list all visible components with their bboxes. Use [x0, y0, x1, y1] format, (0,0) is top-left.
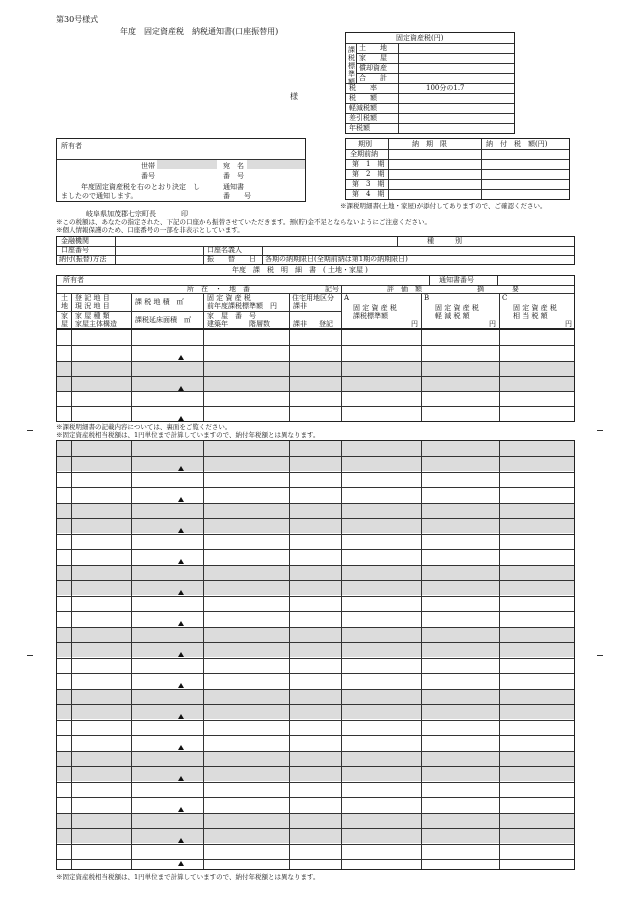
colB-letter: B: [424, 294, 430, 302]
sama-label: 様: [290, 92, 298, 101]
bank-method-label: 納付(振替)方法: [59, 255, 107, 263]
schedule-header: 納 期 限: [412, 140, 447, 148]
col1b-label: 家 屋 種 類: [75, 312, 110, 320]
bank-account-label: 口座番号: [61, 246, 89, 254]
hyoka-label: 評 価 額: [387, 285, 422, 293]
mid-note: ※固定資産税相当税額は、1円単位まで計算していますので、納付年税額とは異なります。: [56, 431, 320, 439]
issuer-seal: 印: [181, 210, 188, 218]
col3b-label: 家 屋 番 号: [207, 312, 256, 320]
colB-unit: 円: [489, 320, 496, 328]
tax-rate-value: 100分の1.7: [426, 84, 465, 92]
col3a-label: 固 定 資 産 税: [207, 294, 251, 302]
bank-meigi-label: 口座名義人: [207, 246, 242, 254]
payment-schedule: [345, 138, 570, 200]
mid-note: ※課税明細書の記載内容については、裏面をご覧ください。: [56, 423, 232, 431]
tax-row-label: 土 地: [359, 44, 387, 52]
tax-summary-box: [345, 32, 515, 134]
schedule-row: 第 2 期: [352, 170, 385, 178]
schedule-row: 第 4 期: [352, 190, 385, 198]
tax-box-side-label: 課税標準額: [348, 46, 355, 87]
col4b-label: 登記: [319, 320, 333, 328]
furikae-note: 各期の納期限日(全期前納は第1期の納期限日): [265, 255, 408, 263]
kigo-label: 記号: [325, 285, 339, 293]
footer-note: ※固定資産税相当税額は、1円単位まで計算していますので、納付年税額とは異なります。: [56, 873, 320, 881]
col4a-label: 課非: [293, 302, 307, 310]
bank-shubetsu-label: 種 別: [427, 237, 462, 245]
atena-label: 宛 名: [223, 162, 244, 170]
colB-l1: 固 定 資 産 税: [435, 304, 479, 312]
notice-text-2: ましたので通知します。: [61, 192, 138, 200]
bango-label: 番号: [141, 172, 155, 180]
meisai-upper-rows: [56, 329, 575, 422]
schedule-row: 第 3 期: [352, 180, 385, 188]
col1b-label: 家屋主体構造: [75, 320, 117, 328]
bank-section: [56, 236, 575, 265]
tsuchisho-bango-label: 番 号: [223, 192, 251, 200]
schedule-note: ※課税明細書(土地・家屋)が添付してありますので、ご確認ください。: [340, 202, 547, 210]
tax-row-label: 家 屋: [359, 54, 387, 62]
col1-char: 地: [61, 302, 68, 310]
tax-row-label: 軽減税額: [349, 104, 377, 112]
tax-row-label: 差引税額: [349, 114, 377, 122]
issuer-name: 岐阜県加茂郡七宗町長: [86, 210, 156, 218]
shozai-label: 所 在 ・ 地 番: [187, 285, 250, 293]
meisai-lower-rows: [56, 440, 575, 870]
furikae-date-label: 振 替 日: [207, 255, 256, 263]
meisai-owner-label: 所有者: [63, 276, 84, 284]
note-line: ※この税額は、あなたの指定された、下記の口座から振替させていただきます。預(貯)金不足とならないようにご注意ください。: [56, 218, 432, 226]
colC-unit: 円: [565, 320, 572, 328]
tsuchisho-label: 通知書: [223, 183, 244, 191]
meisai-header: [56, 275, 575, 329]
col1b-label: 現 況 地 目: [75, 302, 110, 310]
owner-label: 所有者: [61, 142, 82, 150]
col2b-label: 課税延床面積 ㎡: [135, 316, 191, 324]
col1-char: 家: [61, 312, 68, 320]
bank-kikan-label: 金融機関: [61, 237, 89, 245]
col2a-label: 課 税 地 積 ㎡: [135, 298, 184, 306]
tax-row-label: 税 率: [349, 84, 377, 92]
note-line: ※個人情報保護のため、口座番号の一部を非表示としています。: [56, 226, 244, 234]
col4b-label: 課非: [293, 320, 307, 328]
col3b-label: 建築年 階層数: [207, 320, 270, 328]
colA-unit: 円: [411, 320, 418, 328]
col1b-label: 登 記 地 目: [75, 294, 110, 302]
tekiyo-label: 摘 要: [477, 285, 519, 293]
schedule-header: 納 付 税 額(円): [486, 140, 548, 148]
schedule-row: 全期前納: [350, 150, 378, 158]
atena-bango-label: 番 号: [223, 172, 244, 180]
meisai-tsuchi-no: 通知書番号: [439, 276, 474, 284]
colA-letter: A: [344, 294, 350, 302]
col1-char: 屋: [61, 320, 68, 328]
schedule-row: 第 1 期: [352, 160, 385, 168]
colC-letter: C: [502, 294, 508, 302]
tax-row-label: 償却資産: [359, 64, 387, 72]
tax-row-label: 合 計: [359, 74, 387, 82]
document-title: 年度 固定資産税 納税通知書(口座振替用): [120, 27, 279, 36]
colB-l2: 軽 減 税 額: [435, 312, 470, 320]
form-number: 第30号様式: [56, 15, 99, 24]
schedule-header: 期別: [358, 140, 372, 148]
colA-l1: 固 定 資 産 税: [353, 304, 397, 312]
tax-row-label: 年税額: [349, 124, 370, 132]
col1-char: 土: [61, 294, 68, 302]
tax-box-title: 固定資産税(円): [396, 34, 444, 42]
colC-l2: 相 当 税 額: [513, 312, 548, 320]
col3a-label: 前年度課税標準額 円: [207, 302, 277, 310]
colA-l2: 課税標準額: [353, 312, 388, 320]
meisai-title: 年度 課 税 明 細 書 ( 土地・家屋 ): [232, 266, 368, 274]
col4a-label: 住宅用地区分: [292, 294, 334, 302]
setai-label: 世帯: [141, 162, 155, 170]
colC-l1: 固 定 資 産 税: [513, 304, 557, 312]
owner-box: [56, 138, 306, 202]
tax-row-label: 税 額: [349, 94, 377, 102]
notice-text: 年度固定資産税を右のとおり決定 し: [81, 183, 200, 191]
